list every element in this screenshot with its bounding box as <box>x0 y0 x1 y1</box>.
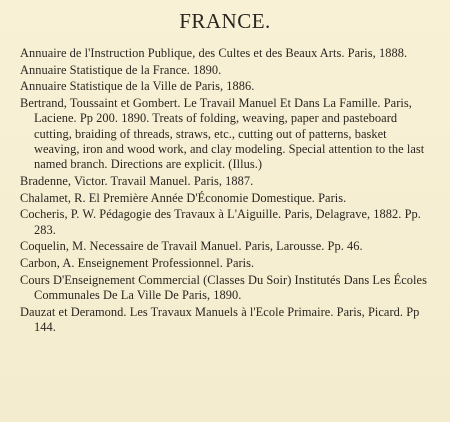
bibliography-entry: Bertrand, Toussaint et Gombert. Le Travail Manuel Et Dans La Famille. Paris, Laciene. Pp 200. 1890. Treats of folding, weaving, paper and pasteboard cutting, braiding of threads, straws, etc., cutting out of patterns, basket weaving, iron and wood work, and clay modeling. Special attention to the last named branch. Directions are explicit. (Illus.) <box>20 96 425 172</box>
bibliography-entry: Cocheris, P. W. Pédagogie des Travaux à L'Aiguille. Paris, Delagrave, 1882. Pp. 283. <box>20 207 421 237</box>
bibliography-list <box>20 46 430 335</box>
bibliography-entry: Coquelin, M. Necessaire de Travail Manuel. Paris, Larousse. Pp. 46. <box>20 239 363 254</box>
bibliography-entry: Bradenne, Victor. Travail Manuel. Paris, 1887. <box>20 173 254 188</box>
bibliography-entry: Cours D'Enseignement Commercial (Classes Du Soir) Institutés Dans Les Écoles Communales De La Ville De Paris, 1890. <box>20 272 427 302</box>
bibliography-entry: Dauzat et Deramond. Les Travaux Manuels à l'Ecole Primaire. Paris, Picard. Pp 144. <box>20 304 420 334</box>
section-heading: FRANCE. <box>179 9 271 33</box>
bibliography-entry: Annuaire Statistique de la France. 1890. <box>20 62 222 77</box>
bibliography-entry: Carbon, A. Enseignement Professionnel. Paris. <box>20 255 255 270</box>
bibliography-entry: Annuaire de l'Instruction Publique, des Cultes et des Beaux Arts. Paris, 1888. <box>20 46 408 60</box>
bibliography-entry: Annuaire Statistique de la Ville de Paris, 1886. <box>20 79 255 94</box>
bibliography-entry: Chalamet, R. El Première Année D'Économie Domestique. Paris. <box>20 190 347 205</box>
